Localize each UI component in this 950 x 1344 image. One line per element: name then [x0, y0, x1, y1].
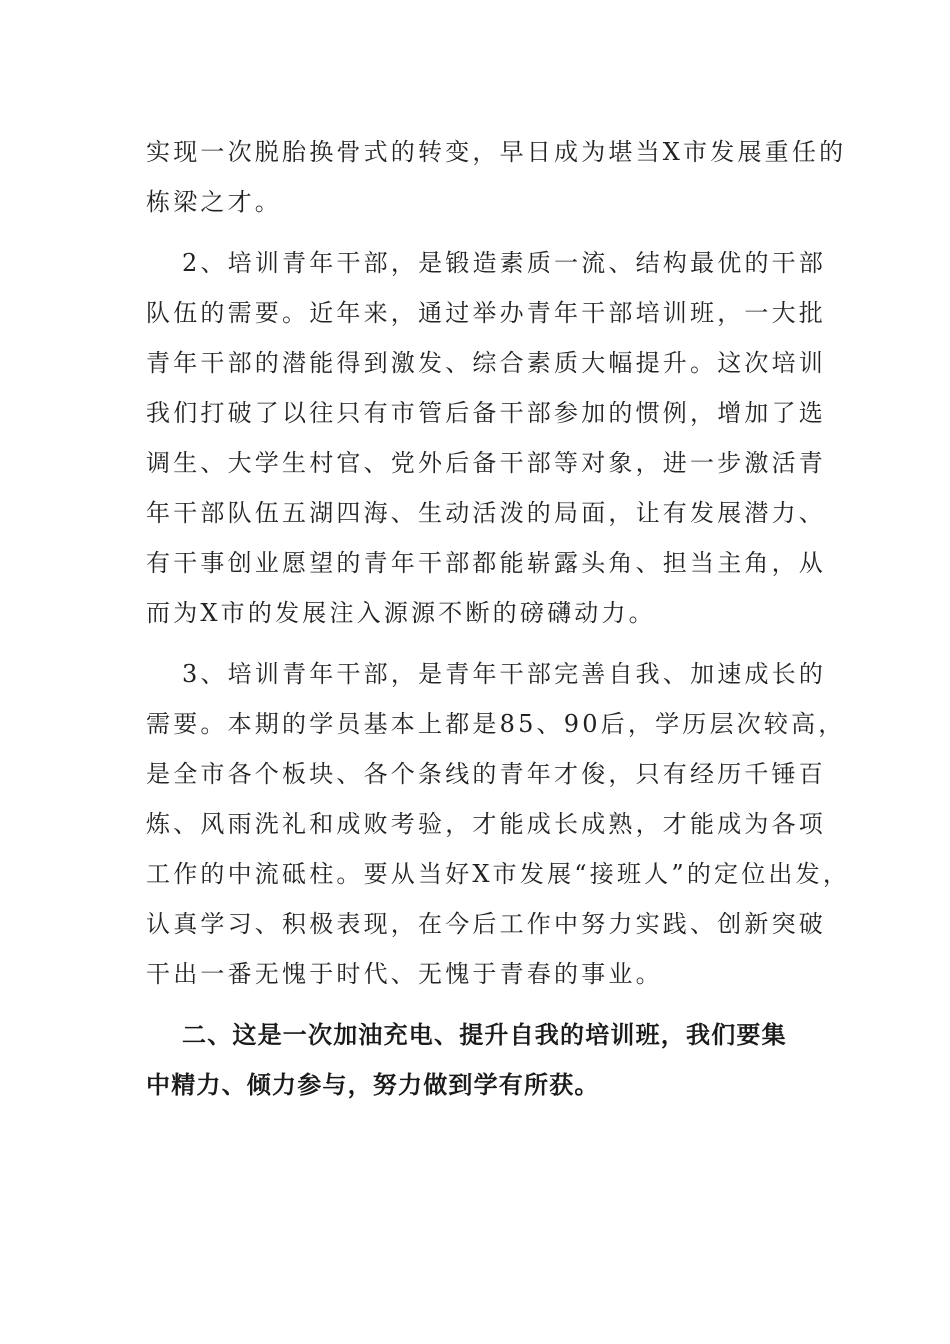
section-heading [146, 1010, 826, 1110]
text-line: 年干部队伍五湖四海、生动活泼的局面，让有发展潜力、 [146, 499, 826, 527]
heading-line: 中精力、倾力参与，努力做到学有所获。 [146, 1071, 600, 1099]
text-line: 3、培训青年干部，是青年干部完善自我、加速成长的 [182, 660, 827, 688]
text-line: 工作的中流砥柱。要从当好X市发展“接班人”的定位出发， [146, 860, 851, 888]
text-line: 调生、大学生村官、党外后备干部等对象，进一步激活青 [146, 449, 826, 477]
text-line: 而为X市的发展注入源源不断的磅礴动力。 [146, 599, 656, 627]
text-line: 需要。本期的学员基本上都是85、90后，学历层次较高， [146, 710, 846, 738]
text-line: 2、培训青年干部，是锻造素质一流、结构最优的干部 [182, 249, 827, 277]
paragraph-point-2 [146, 238, 826, 638]
paragraph-point-3 [146, 649, 851, 999]
text-line: 干出一番无愧于时代、无愧于青春的事业。 [146, 960, 663, 988]
text-line: 青年干部的潜能得到激发、综合素质大幅提升。这次培训 [146, 349, 826, 377]
paragraph-spacer [146, 227, 826, 238]
paragraph-spacer [146, 999, 826, 1010]
paragraph-continuation [146, 127, 847, 227]
text-line: 我们打破了以往只有市管后备干部参加的惯例，增加了选 [146, 399, 826, 427]
text-line: 炼、风雨洗礼和成败考验，才能成长成熟，才能成为各项 [146, 810, 826, 838]
text-line: 实现一次脱胎换骨式的转变，早日成为堪当X市发展重任的 [146, 138, 847, 166]
text-line: 认真学习、积极表现，在今后工作中努力实践、创新突破 [146, 910, 826, 938]
text-line: 队伍的需要。近年来，通过举办青年干部培训班，一大批 [146, 299, 826, 327]
text-line: 是全市各个板块、各个条线的青年才俊，只有经历千锤百 [146, 760, 826, 788]
heading-line: 二、这是一次加油充电、提升自我的培训班，我们要集 [182, 1021, 787, 1049]
text-line: 栋梁之才。 [146, 188, 282, 216]
text-line: 有干事创业愿望的青年干部都能崭露头角、担当主角，从 [146, 549, 826, 577]
document-body [146, 127, 851, 1110]
paragraph-spacer [146, 638, 826, 649]
